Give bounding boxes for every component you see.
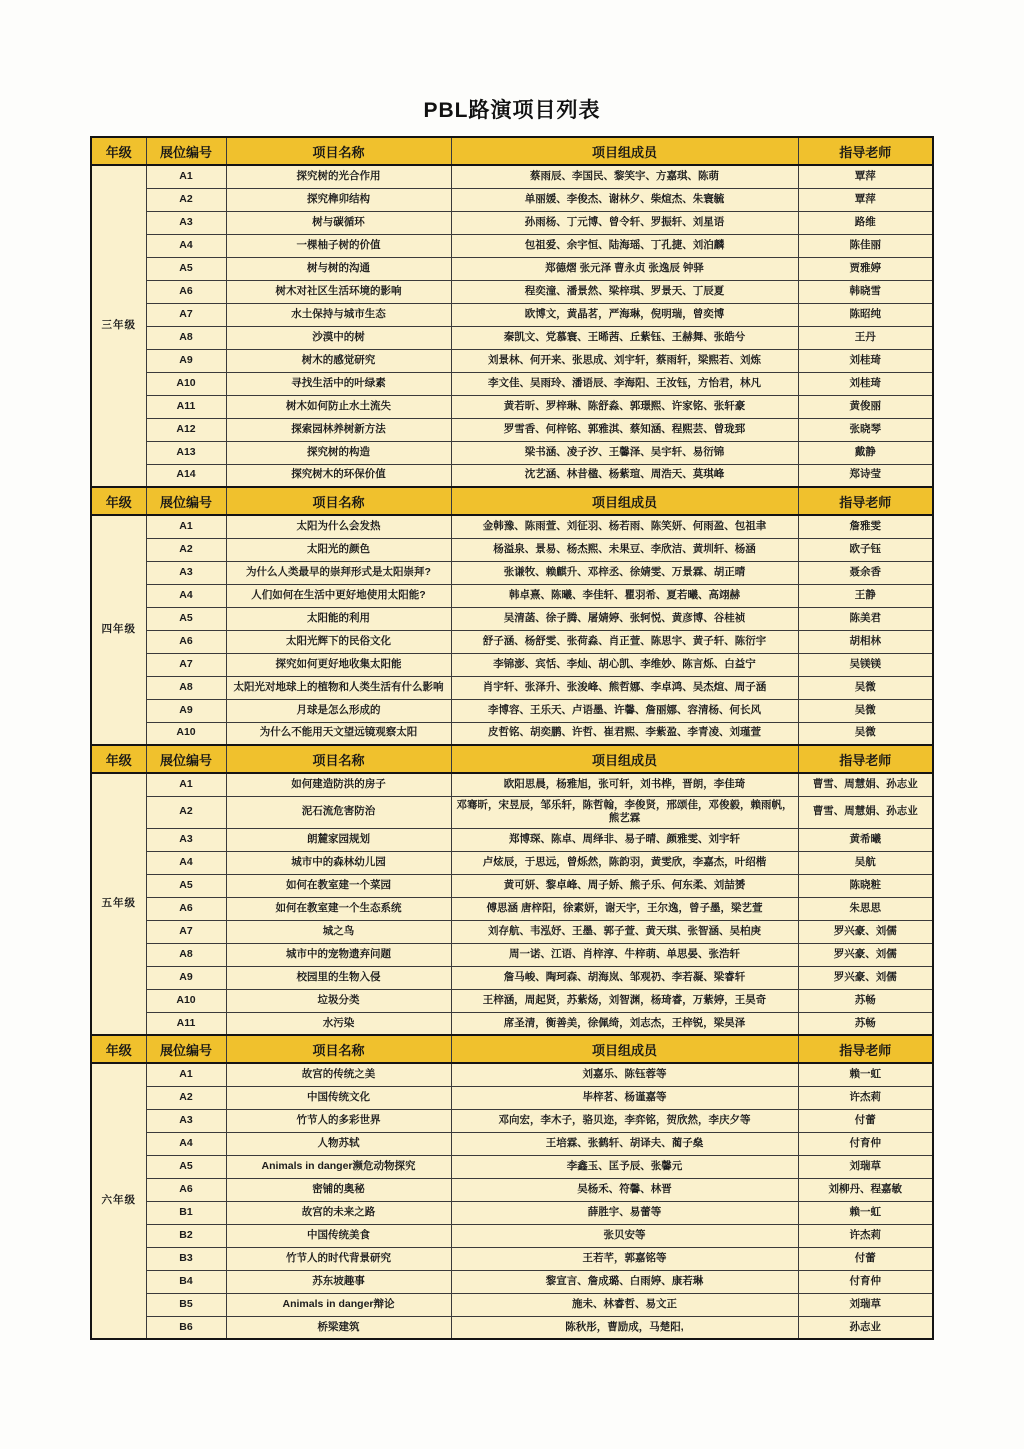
table-row	[91, 515, 933, 538]
project-name-cell: 水土保持与城市生态	[226, 303, 451, 326]
project-name-cell: 太阳光对地球上的植物和人类生活有什么影响	[226, 676, 451, 699]
table-row	[91, 1086, 933, 1109]
column-header-booth: 展位编号	[146, 137, 226, 165]
project-name-cell: 太阳为什么会发热	[226, 515, 451, 538]
column-header-booth: 展位编号	[146, 487, 226, 515]
teacher-cell: 罗兴豪、刘儒	[798, 943, 933, 966]
booth-id-cell: A8	[146, 676, 226, 699]
teacher-cell: 付蕾	[798, 1109, 933, 1132]
booth-id-cell: A5	[146, 257, 226, 280]
column-header-booth: 展位编号	[146, 745, 226, 773]
members-cell: 张贝安等	[451, 1224, 798, 1247]
booth-id-cell: A6	[146, 280, 226, 303]
table-row	[91, 828, 933, 851]
members-cell: 毕梓茗、杨谨嘉等	[451, 1086, 798, 1109]
column-header-members: 项目组成员	[451, 745, 798, 773]
members-cell: 欧阳思晨，杨雅旭，张可轩，刘书桦，晋朗，李佳琦	[451, 773, 798, 796]
table-row	[91, 607, 933, 630]
project-name-cell: 太阳能的利用	[226, 607, 451, 630]
project-name-cell: 中国传统文化	[226, 1086, 451, 1109]
members-cell: 李鑫玉、匡予辰、张馨元	[451, 1155, 798, 1178]
project-name-cell: 故宫的传统之美	[226, 1063, 451, 1086]
members-cell: 刘景林、何开来、张思成、刘宇轩，蔡雨轩，梁熙若、刘炼	[451, 349, 798, 372]
table-row	[91, 372, 933, 395]
project-name-cell: 如何在教室建一个生态系统	[226, 897, 451, 920]
project-name-cell: 沙漠中的树	[226, 326, 451, 349]
table-row	[91, 874, 933, 897]
table-row	[91, 561, 933, 584]
teacher-cell: 陈美君	[798, 607, 933, 630]
table-row	[91, 1293, 933, 1316]
project-name-cell: 一棵柚子树的价值	[226, 234, 451, 257]
table-row	[91, 1201, 933, 1224]
table-row	[91, 1224, 933, 1247]
booth-id-cell: A13	[146, 441, 226, 464]
project-name-cell: 树与树的沟通	[226, 257, 451, 280]
column-header-name: 项目名称	[226, 1035, 451, 1063]
booth-id-cell: A2	[146, 538, 226, 561]
members-cell: 李文佳、吴雨玲、潘语辰、李海阳、王汝钰，方怡君，林凡	[451, 372, 798, 395]
teacher-cell: 吴航	[798, 851, 933, 874]
members-cell: 邓骞昕，宋昱辰，邹乐轩，陈哲翰，李俊贤，邢颂佳，邓俊毅，赖雨帆，熊艺霖	[451, 796, 798, 828]
booth-id-cell: A1	[146, 165, 226, 188]
project-name-cell: 中国传统美食	[226, 1224, 451, 1247]
project-name-cell: 苏东坡趣事	[226, 1270, 451, 1293]
project-name-cell: Animals in danger辩论	[226, 1293, 451, 1316]
column-header-grade: 年级	[91, 487, 146, 515]
project-name-cell: 桥梁建筑	[226, 1316, 451, 1339]
members-cell: 舒子涵、杨舒雯、张荷淼、肖正萱、陈思宇、黄子轩、陈衍宇	[451, 630, 798, 653]
project-name-cell: 太阳光的颜色	[226, 538, 451, 561]
table-row	[91, 211, 933, 234]
teacher-cell: 付蕾	[798, 1247, 933, 1270]
members-cell: 包祖爱、余宇恒、陆海瑶、丁孔捷、刘泊麟	[451, 234, 798, 257]
project-name-cell: 如何建造防洪的房子	[226, 773, 451, 796]
members-cell: 梁书涵、凌子汐、王馨泽、吴宇轩、易衍锦	[451, 441, 798, 464]
booth-id-cell: A4	[146, 234, 226, 257]
grade-cell: 三年级	[91, 165, 146, 487]
section-header-row	[91, 137, 933, 165]
table-row	[91, 326, 933, 349]
members-cell: 吴清菡、徐子腾、屠婧婷、张轲悦、黄彦博、谷桂祯	[451, 607, 798, 630]
column-header-teacher: 指导老师	[798, 137, 933, 165]
project-name-cell: 城市中的森林幼儿园	[226, 851, 451, 874]
teacher-cell: 刘瑞草	[798, 1293, 933, 1316]
project-name-cell: 树木如何防止水土流失	[226, 395, 451, 418]
booth-id-cell: A3	[146, 211, 226, 234]
table-row	[91, 920, 933, 943]
booth-id-cell: A7	[146, 653, 226, 676]
teacher-cell: 黄俊丽	[798, 395, 933, 418]
members-cell: 邓向宏，李木子，骆贝迩，李弈铭，贺欣然，李庆夕等	[451, 1109, 798, 1132]
members-cell: 郑博琛、陈卓、周绎非、易子晴、颜雅雯、刘宇轩	[451, 828, 798, 851]
booth-id-cell: A10	[146, 989, 226, 1012]
booth-id-cell: A5	[146, 607, 226, 630]
table-row	[91, 630, 933, 653]
booth-id-cell: A3	[146, 1109, 226, 1132]
column-header-teacher: 指导老师	[798, 487, 933, 515]
table-row	[91, 897, 933, 920]
project-name-cell: 垃圾分类	[226, 989, 451, 1012]
project-name-cell: 树与碳循环	[226, 211, 451, 234]
booth-id-cell: A1	[146, 1063, 226, 1086]
members-cell: 蔡雨辰、李国民、黎笑宇、方嘉琪、陈萌	[451, 165, 798, 188]
teacher-cell: 吴微	[798, 676, 933, 699]
project-name-cell: 水污染	[226, 1012, 451, 1035]
teacher-cell: 许杰莉	[798, 1086, 933, 1109]
column-header-grade: 年级	[91, 137, 146, 165]
members-cell: 李锦澎、宾恬、李灿、胡心凯、李维妙、陈言烁、白益宁	[451, 653, 798, 676]
members-cell: 王梓涵，周起贤，苏紫炀，刘智渊，杨琦睿，万紫婷，王昊奇	[451, 989, 798, 1012]
booth-id-cell: A12	[146, 418, 226, 441]
booth-id-cell: B5	[146, 1293, 226, 1316]
project-name-cell: 为什么不能用天文望远镜观察太阳	[226, 722, 451, 745]
teacher-cell: 吴镁镁	[798, 653, 933, 676]
teacher-cell: 付育仲	[798, 1132, 933, 1155]
members-cell: 杨溢泉、景易、杨杰熙、未果豆、李欣洁、黄圳轩、杨涵	[451, 538, 798, 561]
table-row	[91, 1247, 933, 1270]
booth-id-cell: A6	[146, 630, 226, 653]
booth-id-cell: B6	[146, 1316, 226, 1339]
project-name-cell: 树木对社区生活环境的影响	[226, 280, 451, 303]
booth-id-cell: B1	[146, 1201, 226, 1224]
members-cell: 卢炫辰，于思远，曾烁然，陈韵羽，黄雯欣，李嘉杰，叶绍楷	[451, 851, 798, 874]
teacher-cell: 欧子钰	[798, 538, 933, 561]
booth-id-cell: A5	[146, 1155, 226, 1178]
column-header-members: 项目组成员	[451, 137, 798, 165]
members-cell: 沈艺涵、林昔楹、杨紫瑄、周浩天、莫琪峰	[451, 464, 798, 487]
teacher-cell: 聂余香	[798, 561, 933, 584]
column-header-name: 项目名称	[226, 137, 451, 165]
members-cell: 金韩豫、陈雨萱、刘征羽、杨若雨、陈笑妍、何雨盈、包祖聿	[451, 515, 798, 538]
booth-id-cell: A2	[146, 796, 226, 828]
table-row	[91, 943, 933, 966]
table-row	[91, 773, 933, 796]
table-row	[91, 1132, 933, 1155]
project-name-cell: 城之鸟	[226, 920, 451, 943]
booth-id-cell: A8	[146, 943, 226, 966]
teacher-cell: 王丹	[798, 326, 933, 349]
teacher-cell: 刘柳丹、程嘉敏	[798, 1178, 933, 1201]
booth-id-cell: A9	[146, 699, 226, 722]
members-cell: 施未、林睿哲、易文正	[451, 1293, 798, 1316]
booth-id-cell: A7	[146, 920, 226, 943]
table-row	[91, 1270, 933, 1293]
table-row	[91, 1316, 933, 1339]
members-cell: 王培霖、张鹤轩、胡译夫、蔺子燊	[451, 1132, 798, 1155]
project-name-cell: 太阳光辉下的民俗文化	[226, 630, 451, 653]
section-header-row	[91, 745, 933, 773]
table-row	[91, 1063, 933, 1086]
teacher-cell: 陈佳丽	[798, 234, 933, 257]
column-header-teacher: 指导老师	[798, 1035, 933, 1063]
project-name-cell: 探究树的构造	[226, 441, 451, 464]
teacher-cell: 胡相林	[798, 630, 933, 653]
booth-id-cell: A10	[146, 722, 226, 745]
teacher-cell: 孙志业	[798, 1316, 933, 1339]
members-cell: 詹马峻、陶珂森、胡海岚、邹观礽、李若凝、梁睿轩	[451, 966, 798, 989]
members-cell: 罗雪香、何梓铭、郭雅淇、蔡知涵、程熙芸、曾珑郅	[451, 418, 798, 441]
members-cell: 黎宣言、詹成璐、白雨婷、康若琳	[451, 1270, 798, 1293]
grade-cell: 六年级	[91, 1063, 146, 1339]
members-cell: 周一诺、江语、肖梓淳、牛梓萌、单思晏、张浩轩	[451, 943, 798, 966]
project-name-cell: 人物苏轼	[226, 1132, 451, 1155]
project-name-cell: 校园里的生物入侵	[226, 966, 451, 989]
table-row	[91, 280, 933, 303]
table-row	[91, 464, 933, 487]
table-row	[91, 989, 933, 1012]
project-name-cell: 探究树木的环保价值	[226, 464, 451, 487]
members-cell: 单丽媛、李俊杰、谢林夕、柴煊杰、朱寰毓	[451, 188, 798, 211]
teacher-cell: 吴微	[798, 699, 933, 722]
table-row	[91, 165, 933, 188]
teacher-cell: 路维	[798, 211, 933, 234]
table-row	[91, 1012, 933, 1035]
column-header-name: 项目名称	[226, 487, 451, 515]
table-row	[91, 1155, 933, 1178]
teacher-cell: 曹雪、周慧娟、孙志业	[798, 796, 933, 828]
table-row	[91, 188, 933, 211]
table-row	[91, 234, 933, 257]
teacher-cell: 罗兴豪、刘儒	[798, 920, 933, 943]
booth-id-cell: A9	[146, 966, 226, 989]
project-name-cell: 探究榫卯结构	[226, 188, 451, 211]
teacher-cell: 吴微	[798, 722, 933, 745]
teacher-cell: 覃萍	[798, 165, 933, 188]
table-row	[91, 851, 933, 874]
members-cell: 傅思涵 唐梓阳，徐素妍，谢天宇，王尔逸，曾子墨，梁艺萱	[451, 897, 798, 920]
booth-id-cell: A6	[146, 897, 226, 920]
members-cell: 张谦牧、赖麒升、邓梓丞、徐婧雯、万景霖、胡正晴	[451, 561, 798, 584]
booth-id-cell: A11	[146, 395, 226, 418]
table-row	[91, 395, 933, 418]
project-name-cell: 探究树的光合作用	[226, 165, 451, 188]
teacher-cell: 陈晓粧	[798, 874, 933, 897]
members-cell: 黄若昕、罗梓琳、陈舒淼、郭璟熙、许家铭、张轩豪	[451, 395, 798, 418]
teacher-cell: 刘桂琦	[798, 372, 933, 395]
booth-id-cell: B4	[146, 1270, 226, 1293]
teacher-cell: 罗兴豪、刘儒	[798, 966, 933, 989]
members-cell: 王若芊，郭嘉铭等	[451, 1247, 798, 1270]
project-name-cell: 人们如何在生活中更好地使用太阳能?	[226, 584, 451, 607]
table-row	[91, 584, 933, 607]
project-name-cell: 月球是怎么形成的	[226, 699, 451, 722]
column-header-members: 项目组成员	[451, 1035, 798, 1063]
teacher-cell: 戴静	[798, 441, 933, 464]
teacher-cell: 覃萍	[798, 188, 933, 211]
booth-id-cell: B2	[146, 1224, 226, 1247]
members-cell: 席圣清，衡善美，徐佩绮，刘志杰，王梓锐，梁昊泽	[451, 1012, 798, 1035]
teacher-cell: 王静	[798, 584, 933, 607]
members-cell: 李博容、王乐天、卢语墨、许馨、詹丽娜、容清杨、何长风	[451, 699, 798, 722]
booth-id-cell: A11	[146, 1012, 226, 1035]
project-name-cell: Animals in danger濒危动物探究	[226, 1155, 451, 1178]
grade-cell: 四年级	[91, 515, 146, 745]
members-cell: 刘存航、韦泓妤、王墨、郭子萱、黄天琪、张智涵、吴柏庚	[451, 920, 798, 943]
teacher-cell: 曹雪、周慧娟、孙志业	[798, 773, 933, 796]
project-name-cell: 如何在教室建一个菜园	[226, 874, 451, 897]
booth-id-cell: A9	[146, 349, 226, 372]
members-cell: 程奕潼、潘景然、梁梓琪、罗景天、丁辰夏	[451, 280, 798, 303]
booth-id-cell: A4	[146, 851, 226, 874]
booth-id-cell: A5	[146, 874, 226, 897]
project-name-cell: 探究如何更好地收集太阳能	[226, 653, 451, 676]
table-row	[91, 418, 933, 441]
grade-cell: 五年级	[91, 773, 146, 1035]
table-row	[91, 966, 933, 989]
project-name-cell: 密铺的奥秘	[226, 1178, 451, 1201]
table-row	[91, 441, 933, 464]
members-cell: 郑德熠 张元泽 曹永贞 张逸辰 钟驿	[451, 257, 798, 280]
booth-id-cell: A2	[146, 1086, 226, 1109]
project-name-cell: 故宫的未来之路	[226, 1201, 451, 1224]
booth-id-cell: A4	[146, 1132, 226, 1155]
teacher-cell: 韩晓雪	[798, 280, 933, 303]
booth-id-cell: A7	[146, 303, 226, 326]
table-row	[91, 257, 933, 280]
project-name-cell: 泥石流危害防治	[226, 796, 451, 828]
teacher-cell: 赖一虹	[798, 1201, 933, 1224]
members-cell: 韩卓熹、陈曦、李佳轩、瞿羽希、夏若曦、高翊赫	[451, 584, 798, 607]
members-cell: 刘嘉乐、陈钰蓉等	[451, 1063, 798, 1086]
project-name-cell: 朗麓家园规划	[226, 828, 451, 851]
table-row	[91, 1178, 933, 1201]
booth-id-cell: A3	[146, 828, 226, 851]
members-cell: 孙雨杨、丁元博、曾令轩、罗振轩、刘星语	[451, 211, 798, 234]
members-cell: 吴杨禾、符馨、林晋	[451, 1178, 798, 1201]
project-name-cell: 竹节人的时代背景研究	[226, 1247, 451, 1270]
teacher-cell: 刘瑞草	[798, 1155, 933, 1178]
project-name-cell: 竹节人的多彩世界	[226, 1109, 451, 1132]
table-row	[91, 303, 933, 326]
column-header-grade: 年级	[91, 1035, 146, 1063]
booth-id-cell: A1	[146, 773, 226, 796]
booth-id-cell: A2	[146, 188, 226, 211]
members-cell: 陈秋彤，曹励成，马楚阳,	[451, 1316, 798, 1339]
table-row	[91, 538, 933, 561]
table-row	[91, 722, 933, 745]
section-header-row	[91, 487, 933, 515]
project-name-cell: 树木的感觉研究	[226, 349, 451, 372]
booth-id-cell: A4	[146, 584, 226, 607]
column-header-members: 项目组成员	[451, 487, 798, 515]
members-cell: 肖宇轩、张泽升、张浚峰、熊哲娜、李卓鸿、吴杰煊、周子涵	[451, 676, 798, 699]
booth-id-cell: A14	[146, 464, 226, 487]
page-title: PBL路演项目列表	[423, 99, 601, 122]
project-table	[90, 136, 934, 1340]
teacher-cell: 朱思思	[798, 897, 933, 920]
booth-id-cell: A3	[146, 561, 226, 584]
table-row	[91, 796, 933, 828]
booth-id-cell: B3	[146, 1247, 226, 1270]
teacher-cell: 苏畅	[798, 1012, 933, 1035]
teacher-cell: 陈昭纯	[798, 303, 933, 326]
booth-id-cell: A6	[146, 1178, 226, 1201]
members-cell: 欧博文，黄晶茗，严海琳，倪明瑞，曾奕博	[451, 303, 798, 326]
project-table-body	[91, 137, 933, 1339]
table-row	[91, 349, 933, 372]
teacher-cell: 赖一虹	[798, 1063, 933, 1086]
members-cell: 黄可妍、黎卓峰、周子娇、熊子乐、何东柔、刘喆赟	[451, 874, 798, 897]
table-row	[91, 653, 933, 676]
members-cell: 秦凯文、党慕寰、王晞茜、丘紫钰、王赫舞、张皓兮	[451, 326, 798, 349]
project-name-cell: 城市中的宠物遗弃问题	[226, 943, 451, 966]
table-row	[91, 676, 933, 699]
column-header-name: 项目名称	[226, 745, 451, 773]
project-name-cell: 为什么人类最早的崇拜形式是太阳崇拜?	[226, 561, 451, 584]
column-header-teacher: 指导老师	[798, 745, 933, 773]
teacher-cell: 郑诗莹	[798, 464, 933, 487]
section-header-row	[91, 1035, 933, 1063]
teacher-cell: 张晓琴	[798, 418, 933, 441]
project-name-cell: 寻找生活中的叶绿素	[226, 372, 451, 395]
booth-id-cell: A10	[146, 372, 226, 395]
booth-id-cell: A8	[146, 326, 226, 349]
column-header-grade: 年级	[91, 745, 146, 773]
table-row	[91, 1109, 933, 1132]
members-cell: 薛胜宇、易蕾等	[451, 1201, 798, 1224]
teacher-cell: 黄希曦	[798, 828, 933, 851]
column-header-booth: 展位编号	[146, 1035, 226, 1063]
table-row	[91, 699, 933, 722]
teacher-cell: 詹雅雯	[798, 515, 933, 538]
teacher-cell: 许杰莉	[798, 1224, 933, 1247]
booth-id-cell: A1	[146, 515, 226, 538]
teacher-cell: 苏畅	[798, 989, 933, 1012]
teacher-cell: 刘桂琦	[798, 349, 933, 372]
teacher-cell: 付育仲	[798, 1270, 933, 1293]
members-cell: 皮哲铭、胡奕鹏、许哲、崔君熙、李紫盈、李青凌、刘瑾萱	[451, 722, 798, 745]
teacher-cell: 贾雅婷	[798, 257, 933, 280]
project-name-cell: 探索园林养树新方法	[226, 418, 451, 441]
